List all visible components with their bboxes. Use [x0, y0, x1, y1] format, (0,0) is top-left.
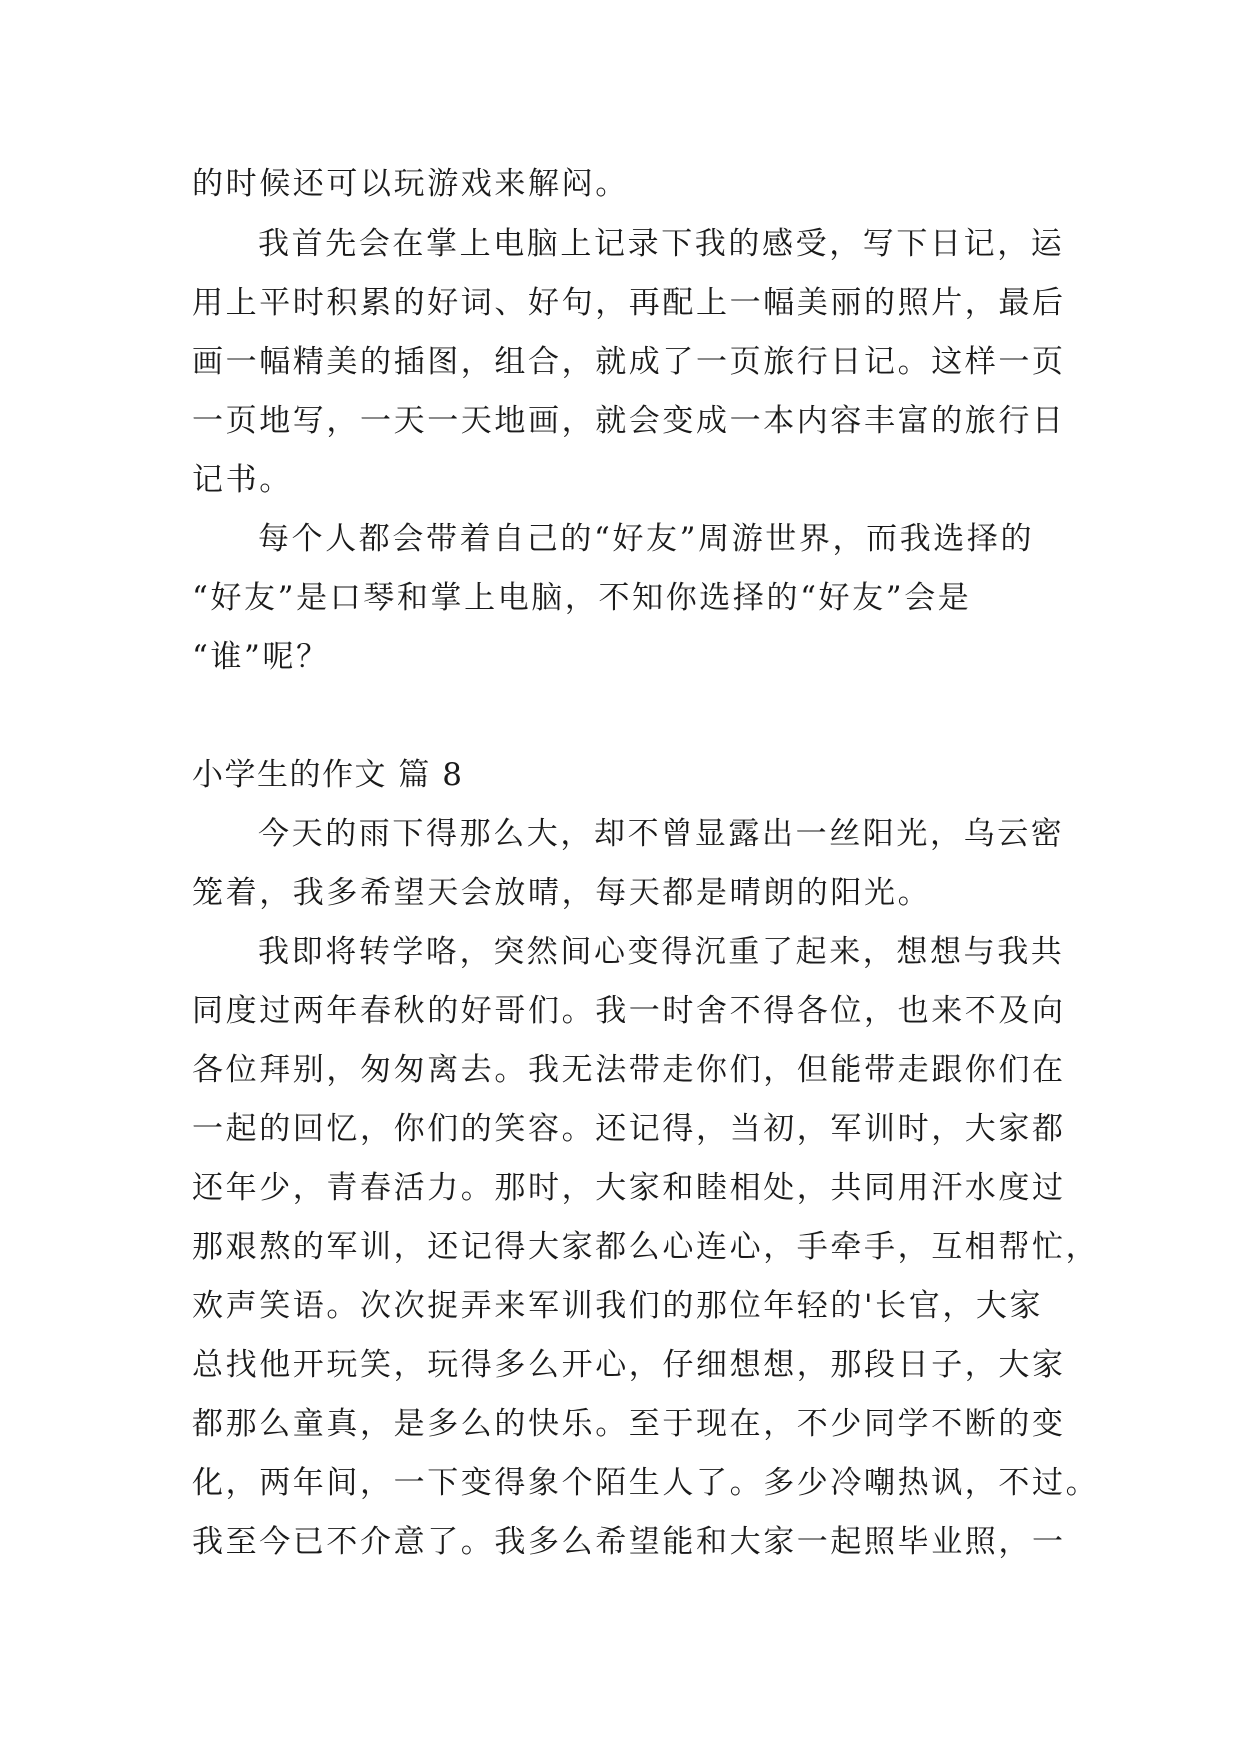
text-line: 欢声笑语。次次捉弄来军训我们的那位年轻的'长官，大家: [192, 1288, 1044, 1324]
text-line: 笼着，我多希望天会放晴，每天都是晴朗的阳光。: [192, 875, 932, 911]
text-line: 都那么童真，是多么的快乐。至于现在，不少同学不断的变: [192, 1406, 1066, 1442]
text-line: 那艰熬的军训，还记得大家都么心连心，手牵手，互相帮忙，: [192, 1229, 1100, 1265]
text-line: 我至今已不介意了。我多么希望能和大家一起照毕业照，一: [192, 1524, 1066, 1560]
text-line: 总找他开玩笑，玩得多么开心，仔细想想，那段日子，大家: [192, 1347, 1066, 1383]
section-heading: 小学生的作文 篇 8: [192, 757, 464, 793]
text-line: 一起的回忆，你们的笑容。还记得，当初，军训时，大家都: [192, 1111, 1066, 1147]
text-line: 同度过两年春秋的好哥们。我一时舍不得各位，也来不及向: [192, 993, 1066, 1029]
text-line: 用上平时积累的好词、好句，再配上一幅美丽的照片，最后: [192, 285, 1066, 321]
text-line: 一页地写，一天一天地画，就会变成一本内容丰富的旅行日: [192, 403, 1066, 439]
text-line: 我即将转学咯，突然间心变得沉重了起来，想想与我共: [258, 934, 1065, 970]
text-line: 记书。: [192, 462, 293, 498]
text-line: “好友”是口琴和掌上电脑，不知你选择的“好友”会是: [192, 580, 972, 616]
text-line: 每个人都会带着自己的“好友”周游世界，而我选择的: [258, 521, 1035, 557]
text-line: 的时候还可以玩游戏来解闷。: [192, 166, 629, 202]
text-line: 画一幅精美的插图，组合，就成了一页旅行日记。这样一页: [192, 344, 1066, 380]
text-line: 还年少，青春活力。那时，大家和睦相处，共同用汗水度过: [192, 1170, 1066, 1206]
text-line: 化，两年间，一下变得象个陌生人了。多少冷嘲热讽，不过。: [192, 1465, 1100, 1501]
text-line: 今天的雨下得那么大，却不曾显露出一丝阳光，乌云密: [258, 816, 1065, 852]
text-line: 各位拜别，匆匆离去。我无法带走你们，但能带走跟你们在: [192, 1052, 1066, 1088]
text-line: “谁”呢？: [192, 639, 330, 675]
text-line: 我首先会在掌上电脑上记录下我的感受，写下日记，运: [258, 226, 1065, 262]
